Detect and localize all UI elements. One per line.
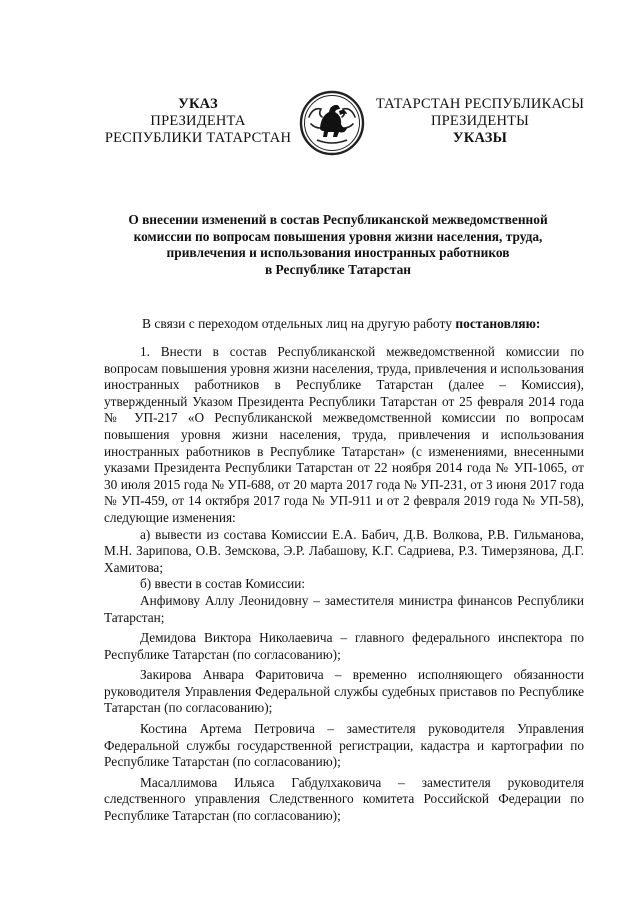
header-right (372, 96, 588, 147)
document-title (100, 212, 576, 278)
paragraph-remove-members: а) вывести из состава Комиссии Е.А. Бабич, Д.В. Волкова, Р.В. Гильманова, М.Н. Зарипова, О.В. Земскова, Э.Р. Лабашову, К.Г. Садриева, Р.З. Тимерзянова, Д.Г. Хамитова; (104, 526, 584, 575)
decree-word: УКАЗ (178, 96, 218, 112)
intro-text: В связи с переходом отдельных лиц на другую работу (142, 316, 456, 331)
title-line: комиссии по вопросам повышения уровня жизни населения, труда, (133, 228, 543, 244)
decree-word-tatar: УКАЗЫ (452, 130, 508, 146)
president-word-tatar: ПРЕЗИДЕНТЫ (430, 113, 530, 129)
member-entry: Масаллимова Ильяса Габдулхаковича – заместителя руководителя следственного управления Следственного комитета Российской Федерации по Республике Татарстан (по согласованию); (104, 774, 584, 824)
member-entry: Демидова Виктора Николаевича – главного федерального инспектора по Республике Татарстан (по согласованию); (104, 630, 584, 662)
republic-name-tatar: ТАТАРСТАН РЕСПУБЛИКАСЫ (375, 96, 585, 112)
title-line: привлечения и использования иностранных работников (166, 245, 510, 260)
intro-emphasis: постановляю: (455, 316, 541, 331)
republic-name: РЕСПУБЛИКИ ТАТАРСТАН (104, 130, 292, 146)
member-entry: Анфимову Аллу Леонидовну – заместителя министра финансов Республики Татарстан; (104, 592, 584, 625)
header-left (98, 96, 298, 147)
title-line: О внесении изменений в состав Республиканской межведомственной (128, 212, 548, 227)
president-word: ПРЕЗИДЕНТА (150, 113, 246, 129)
title-line: в Республике Татарстан (264, 261, 412, 277)
intro-sentence (142, 316, 540, 332)
member-entry: Закирова Анвара Фаритовича – временно исполняющего обязанности руководителя Управления Федеральной службы судебных приставов по Республике Татарстан (по согласованию); (104, 667, 584, 716)
tatarstan-coat-of-arms-icon (299, 90, 365, 156)
paragraph-item-1: 1. Внести в состав Республиканской межведомственной комиссии по вопросам повышения уровня жизни населения, труда, привлечения и использования иностранных работников в Республике Татарстан (далее – Комиссия), утвержденный Указом Президента Республики Татарстан от 25 февраля 2014 года № УП-217 «О Республиканской межведомственной комиссии по вопросам повышения уровня жизни населения, труда, привлечения и использования иностранных работников в Республике Татарстан» (с изменениями, внесенными указами Президента Республики Татарстан от 22 ноября 2014 года № УП-1065, от 30 июля 2015 года № УП-688, от 20 марта 2017 года № УП-231, от 3 июня 2017 года № УП-459, от 14 октября 2017 года № УП-911 и от 2 февраля 2019 года № УП-58), следующие изменения: (104, 344, 584, 525)
decree-body (104, 344, 584, 825)
paragraph-add-members: б) ввести в состав Комиссии: (140, 576, 306, 592)
member-entry: Костина Артема Петровича – заместителя руководителя Управления Федеральной службы государственной регистрации, кадастра и картографии по Республике Татарстан (по согласованию); (104, 721, 584, 770)
